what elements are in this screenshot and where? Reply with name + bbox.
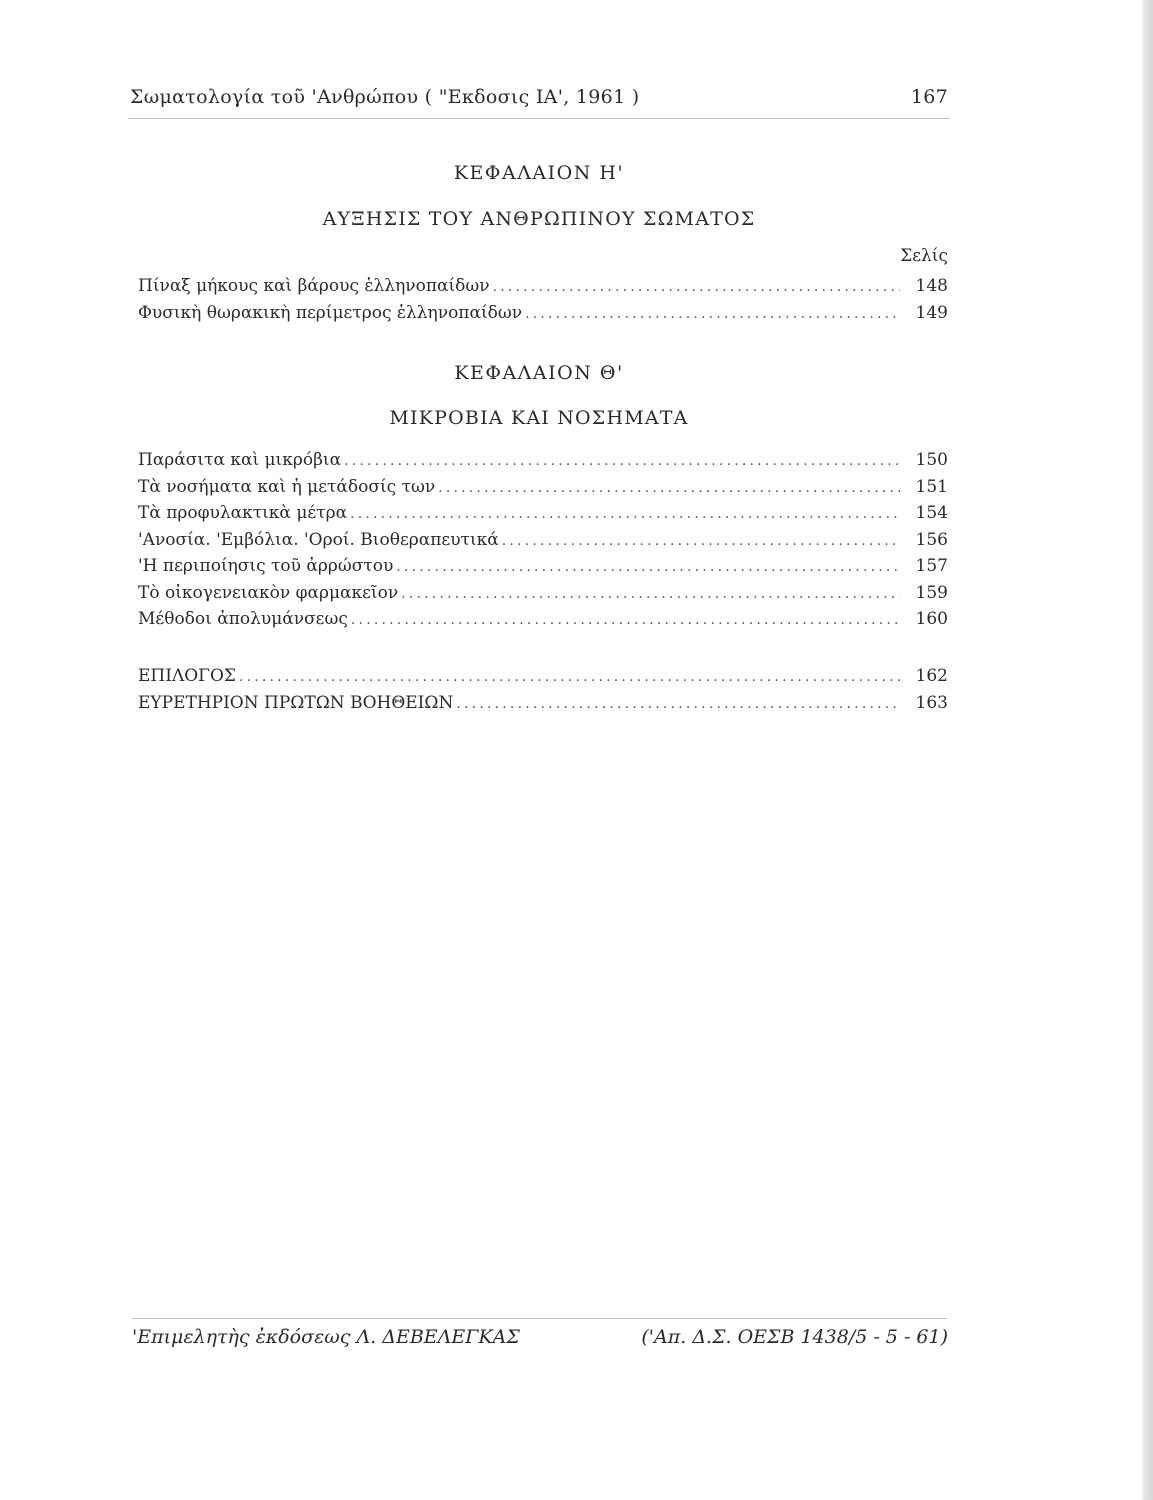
toc-entry — [138, 450, 948, 477]
toc-entry-text: 'Ανοσία. 'Εμβόλια. 'Οροί. Βιοθεραπευτικά — [138, 529, 499, 550]
dot-leader — [456, 696, 900, 712]
toc-entry — [138, 583, 948, 610]
dot-leader — [344, 453, 900, 469]
dot-leader — [502, 533, 900, 549]
toc-entry-text: Τὰ νοσήματα καὶ ἡ μετάδοσίς των — [138, 476, 436, 497]
running-head — [130, 86, 948, 108]
dot-leader — [396, 559, 900, 575]
toc-entry-text: Μέθοδοι ἀπολυμάνσεως — [138, 609, 348, 629]
chapter-h-entries — [138, 276, 948, 329]
dot-leader — [438, 480, 900, 496]
chapter-h-heading: ΚΕΦΑΛΑΙΟΝ Η' — [453, 162, 625, 184]
scan-edge-shadow — [1141, 0, 1153, 1500]
toc-entry-text: ΕΥΡΕΤΗΡΙΟΝ ΠΡΩΤΩΝ ΒΟΗΘΕΙΩΝ — [138, 692, 454, 713]
footer-divider — [132, 1318, 947, 1319]
end-entries — [138, 666, 948, 719]
page-number: 167 — [910, 86, 948, 108]
header-divider — [128, 118, 950, 119]
toc-entry-text: Τὰ προφυλακτικὰ μέτρα — [138, 503, 348, 523]
toc-entry — [138, 477, 948, 504]
toc-entry-page: 159 — [915, 582, 948, 603]
toc-entry — [138, 530, 948, 557]
chapter-th-subtitle: ΜΙΚΡΟΒΙΑ ΚΑΙ ΝΟΣΗΜΑΤΑ — [389, 407, 689, 429]
toc-entry — [138, 303, 948, 330]
toc-entry-page: 157 — [915, 556, 948, 576]
imprint-footer — [132, 1326, 948, 1348]
toc-entry-page: 151 — [915, 476, 948, 497]
toc-entry-text: ΕΠΙΛΟΓΟΣ — [138, 666, 236, 686]
chapter-th-heading: ΚΕΦΑΛΑΙΟΝ Θ' — [454, 362, 624, 384]
toc-entry — [138, 503, 948, 530]
dot-leader — [493, 279, 900, 295]
toc-entry — [138, 693, 948, 720]
chapter-th-entries — [138, 450, 948, 636]
toc-entry — [138, 556, 948, 583]
toc-entry-text: Παράσιτα καὶ μικρόβια — [138, 450, 342, 470]
toc-entry-text: Πίναξ μήκους καὶ βάρους ἑλληνοπαίδων — [138, 276, 490, 296]
toc-entry-page: 150 — [915, 450, 948, 470]
pages-column-label: Σελίς — [900, 246, 948, 266]
dot-leader — [351, 612, 900, 628]
dot-leader — [350, 506, 900, 522]
toc-entry — [138, 666, 948, 693]
dot-leader — [525, 306, 900, 322]
dot-leader — [401, 586, 900, 602]
toc-entry — [138, 609, 948, 636]
toc-entry-text: Τὸ οἰκογενειακὸν φαρμακεῖον — [138, 582, 399, 603]
dot-leader — [239, 669, 900, 685]
toc-entry-page: 149 — [915, 302, 948, 323]
toc-entry-page: 160 — [915, 609, 948, 629]
approval-reference: ('Απ. Δ.Σ. ΟΕΣΒ 1438/5 - 5 - 61) — [641, 1326, 948, 1348]
running-head-title: Σωματολογία τοῦ 'Ανθρώπου ( "Εκδοσις ΙΑ', 1961 ) — [130, 86, 640, 108]
toc-entry-page: 156 — [915, 529, 948, 550]
editor-credit: 'Επιμελητὴς ἐκδόσεως Λ. ΔΕΒΕΛΕΓΚΑΣ — [132, 1326, 520, 1348]
toc-entry-page: 148 — [915, 276, 948, 296]
toc-entry — [138, 276, 948, 303]
toc-entry-page: 163 — [915, 692, 948, 713]
toc-entry-page: 162 — [915, 666, 948, 686]
toc-entry-page: 154 — [915, 503, 948, 523]
chapter-h-subtitle: ΑΥΞΗΣΙΣ ΤΟΥ ΑΝΘΡΩΠΙΝΟΥ ΣΩΜΑΤΟΣ — [322, 208, 756, 230]
toc-entry-text: 'Η περιποίησις τοῦ ἀρρώστου — [138, 556, 394, 576]
toc-entry-text: Φυσικὴ θωρακικὴ περίμετρος ἑλληνοπαίδων — [138, 302, 523, 323]
